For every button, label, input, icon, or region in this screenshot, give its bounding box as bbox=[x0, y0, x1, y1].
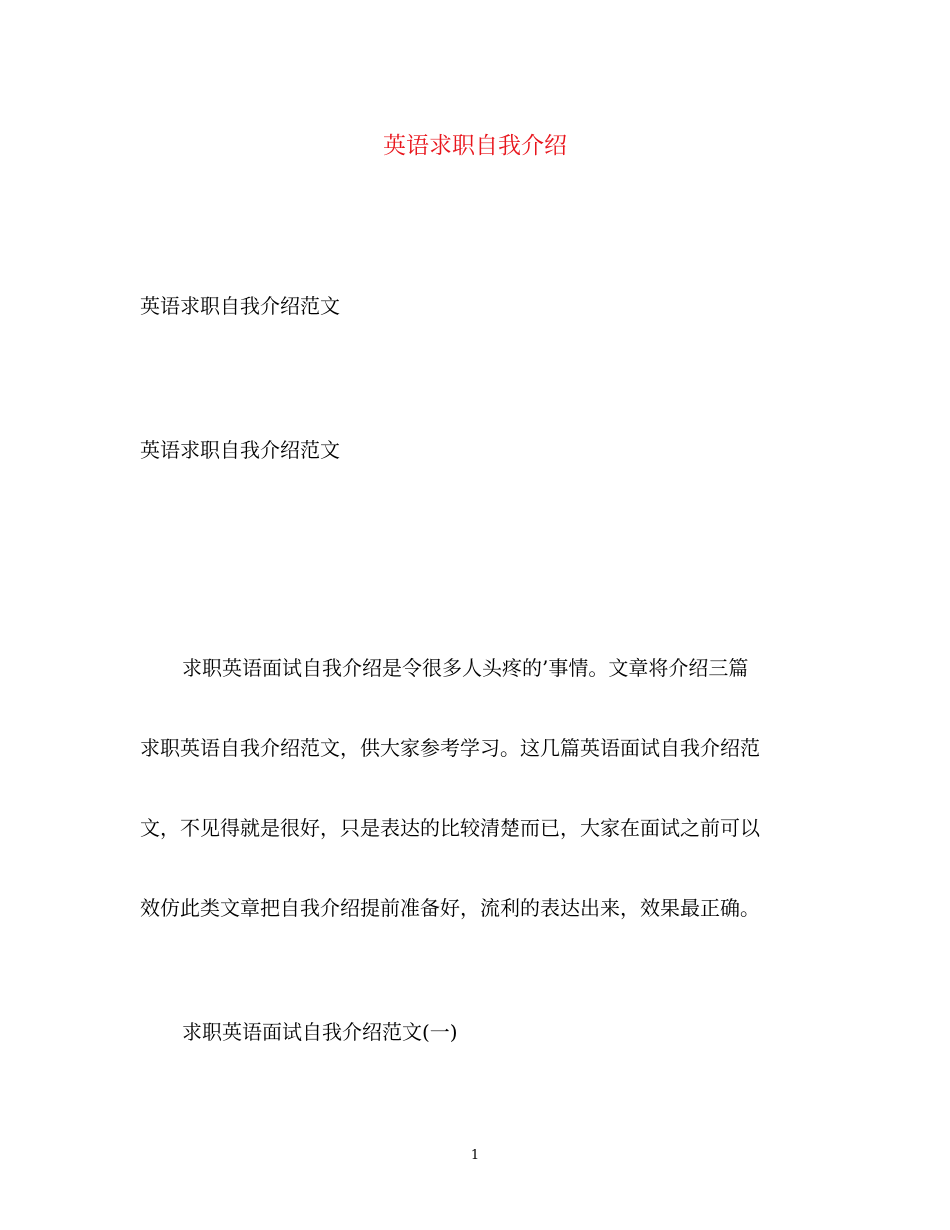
subtitle-line: 英语求职自我介绍范文 bbox=[140, 294, 340, 318]
paragraph-line: 文，不见得就是很好，只是表达的比较清楚而已，大家在面试之前可以 bbox=[140, 816, 760, 840]
paragraph-line: 效仿此类文章把自我介绍提前准备好，流利的表达出来，效果最正确。 bbox=[140, 896, 760, 920]
paragraph-line: 求职英语面试自我介绍是令很多人头疼的’事情。文章将介绍三篇 bbox=[182, 656, 749, 680]
intro-paragraph bbox=[140, 654, 820, 974]
section-heading: 求职英语面试自我介绍范文(一) bbox=[182, 1020, 458, 1044]
paragraph-line: 求职英语自我介绍范文，供大家参考学习。这几篇英语面试自我介绍范 bbox=[140, 736, 760, 760]
subtitle-line: 英语求职自我介绍范文 bbox=[140, 438, 340, 462]
document-title: 英语求职自我介绍 bbox=[383, 133, 567, 159]
page-number: 1 bbox=[470, 1148, 480, 1163]
